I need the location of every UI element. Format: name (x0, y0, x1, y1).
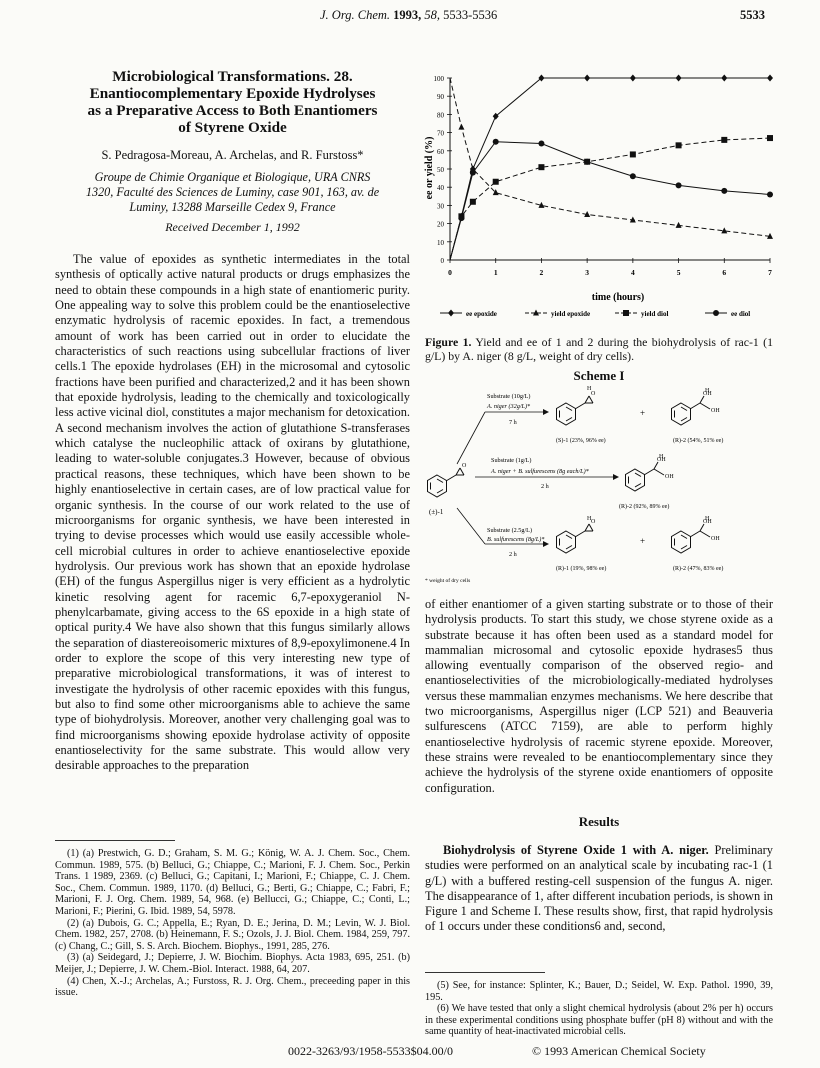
series-ee-diol-point (584, 159, 590, 165)
page-number: 5533 (740, 8, 765, 22)
row3-diol-ring (672, 531, 691, 553)
authors: S. Pedragosa-Moreau, A. Archelas, and R. Furstoss* (101, 148, 364, 162)
journal-name: J. Org. Chem. (320, 8, 391, 22)
journal-year: 1993, (393, 8, 422, 22)
series-yield-epoxide-point (458, 124, 464, 130)
y-tick-label: 30 (437, 202, 444, 211)
figure-caption-text: Yield and ee of 1 and 2 during the biohydrolysis of rac-1 (1 g/L) by A. niger (8 g/L, weight of dry cells). (425, 335, 774, 363)
series-ee-diol-line (450, 142, 770, 260)
series-yield-diol-point (767, 135, 773, 141)
racemic-epoxide (446, 463, 467, 481)
x-tick-label: 6 (722, 268, 727, 277)
y-tick-label: 60 (437, 147, 444, 156)
legend-label: yield diol (641, 310, 669, 318)
row1-epoxide (575, 391, 596, 409)
x-tick-label: 5 (676, 268, 681, 277)
title-line-4: of Styrene Oxide (178, 119, 287, 136)
row2-diol (644, 457, 674, 480)
row2-product1: (R)-2 (92%, 89% ee) (619, 504, 670, 510)
svg-text:+: + (640, 408, 646, 418)
figure-label: Figure 1. (425, 335, 472, 349)
title-line-3: as a Preparative Access to Both Enantiomers (87, 102, 378, 119)
row3-product1: (R)-1 (19%, 98% ee) (556, 566, 607, 572)
series-ee-diol-point (676, 182, 682, 188)
chart-axes (434, 75, 773, 277)
y-tick-label: 10 (437, 238, 444, 247)
row3-epoxide (575, 519, 596, 537)
results-subheading: Biohydrolysis of Styrene Oxide 1 with A. niger. (443, 843, 709, 857)
row1-product1: (S)-1 (23%, 96% ee) (556, 438, 606, 444)
legend-marker (448, 310, 454, 317)
x-tick-label: 0 (448, 268, 452, 277)
scheme-footnote: * weight of dry cells (425, 578, 471, 584)
y-tick-label: 80 (437, 111, 444, 120)
x-tick-label: 2 (539, 268, 544, 277)
journal-pages: 5533-5536 (443, 8, 498, 22)
footnote-rule-left (55, 840, 175, 841)
series-ee-diol (450, 139, 773, 260)
series-ee-diol-point (767, 191, 773, 197)
series-ee-epoxide-point (676, 75, 682, 82)
results-text: Preliminary studies were performed on an analytical scale by incubating rac-1 (1 g/L) with a buffered resting-cell suspension of the fungus A. niger. The disappearance of 1, after different incubation periods, is shown in Figure 1 and Scheme I. These results show, first, that rapid hydrolysis of 1 occurs under these conditions6 and, second, (425, 843, 773, 934)
y-tick-label: 70 (437, 129, 444, 138)
legend-label: yield epoxide (551, 310, 591, 318)
series-yield-diol-point (721, 137, 727, 143)
x-tick-label: 4 (630, 268, 635, 277)
footnotes-right (425, 980, 773, 1038)
row1-organism: A. niger (32g/L)* (487, 403, 531, 410)
footnote-6: (6) We have tested that only a slight chemical hydrolysis (about 2% per h) occurs in these experimental conditions using phosphate buffer (pH 8) without and with the same quantity of heat-inactivated microbial cells. (425, 1003, 773, 1038)
row1-diol-ring (672, 403, 691, 425)
article-title (55, 68, 410, 136)
series-ee-epoxide-point (630, 75, 636, 82)
body-left: The value of epoxides as synthetic intermediates in the total synthesis of optically active natural products or drugs emphasizes the need to obtain these compounds in a high state of enantiomeric purity. One appealing way to solve this problem could be the enantioselective enzymatic hydrolysis of racemic epoxides. In fact, a tremendous amount of work has been carried out in order to elucidate the characteristics of such reactions using subcellular fractions of liver cells.1 The epoxide hydrolases (EH) in the microsomal and cytosolic fractions have been purified and characterized,2 and it has been shown that epoxide hydrolysis, leading to the chemically and toxicologically less active vicinal diol, constitutes a major mechanism for detoxication. A second mechanism involves the action of glutathione S-transferases which catalyse the nucleophilic attack of oxirans by glutathione, leading to water-soluble conjugates.3 However, because of obvious practical reasons, these techniques, which have been shown to be highly enantioselective in certain cases, are of low practical value for organic synthesis. In the course of our work related to the use of microorganisms for organic synthesis, we have been interested in trying to devise processes which would use easily accessible whole-cell microbial cultures in order to achieve enantioselective epoxide hydrolysis. Our previous work has shown that an epoxide hydrolase (EH) of the fungus Aspergillus niger is very efficient as a hydrolytic kinetic resolving agent for racemic 6,7-epoxygeraniol N-phenylcarbamate, giving access to the 6S epoxide in a high state of optical purity.4 We have also shown that this fungus similarly allows the separation of diastereoisomeric mixtures of 8,9-epoxylimonene.4 In order to explore the scope of this very interesting new type of preparative microbiological transformations, it was of interest to investigate the hydrolysis of other racemic epoxides with this fungus, but also to find some other microorganisms able to achieve the same type of biohydrolysis. Moreover, another very challenging goal was to find microorganisms showing epoxide hydrolase activity of opposite enantioselectivity for the same substrate. This would allow very desirable approaches to the preparation (55, 252, 410, 773)
footnote-3: (3) (a) Seidegard, J.; Depierre, J. W. Biochim. Biophys. Acta 1983, 695, 251. (b) Meijer, J.; Depierre, J. W. Chem.-Biol. Interact. 1988, 64, 207. (55, 952, 410, 975)
series-yield-diol (450, 135, 773, 260)
running-header (320, 8, 497, 23)
styrene-oxide-ring (428, 475, 447, 497)
legend-label: ee diol (731, 310, 751, 318)
title-line-2: Enantiocomplementary Epoxide Hydrolyses (89, 85, 376, 102)
figure-caption (425, 335, 773, 363)
received-date: Received December 1, 1992 (165, 220, 300, 234)
body-right-top: of either enantiomer of a given starting substrate or to those of their hydrolysis products. To start this study, we chose styrene oxide as a substrate because it has often been used as a standard model for mammalian microsomal and cytosolic epoxide hydrases5 thus allowing eventually comparison of the observed regio- and enantioselectivities of the microbiologically-mediated hydrolyses versus these mammalian enzymes mechanisms. We here describe that two microorganisms, Aspergillus niger (LCP 521) and Beauveria sulfurescens (ATCC 7159), are able to perform highly enantioselective hydrolysis of racemic styrene epoxide. Moreover, these strains were revealed to be enantiocomplementary since they achieve the hydrolysis of the styrene oxide enantiomers of opposite configuration. (425, 597, 773, 795)
y-tick-label: 0 (440, 257, 444, 265)
svg-text:H: H (587, 386, 592, 392)
affiliation-line-2: 1320, Faculté des Sciences de Luminy, case 901, 163, av. de (85, 185, 380, 199)
series-ee-epoxide-point (584, 75, 590, 82)
series-ee-diol-point (470, 170, 476, 176)
svg-text:H: H (705, 516, 710, 522)
row3-time: 2 h (509, 551, 517, 558)
x-tick-label: 1 (493, 268, 498, 277)
y-axis-label: ee or yield (%) (424, 136, 435, 200)
journal-volume: 58, (424, 8, 441, 22)
scheme-1: OH (±)-1 Substrate (10g/L) A. niger (32g/L)* 7 h H (S)-1 (23%, 96% ee) + H (R)-2 (54%, 51% ee) Substrate (1g/L) A. niger + B. sulfurescens (8g each/L)* 2 h H (R)-2 (92%, 89% ee) Substrate (2.5g/L) B. sulfurescens (8g/L)* 2 h H (R)-1 (19%, 98% ee) + H (R)-2 (47%, 83% ee) * weight of dry cells (425, 384, 724, 584)
y-tick-label: 100 (433, 75, 444, 83)
series-ee-diol-point (538, 141, 544, 147)
y-tick-label: 20 (437, 220, 444, 229)
series-yield-diol-point (538, 164, 544, 170)
legend-marker (623, 310, 629, 316)
series-ee-diol-point (721, 188, 727, 194)
row1-diol (690, 391, 720, 414)
row3-organism: B. sulfurescens (8g/L)* (487, 536, 545, 543)
series-yield-diol-point (470, 199, 476, 205)
series-ee-diol-point (630, 173, 636, 179)
x-axis-label: time (hours) (591, 292, 645, 303)
series-yield-diol-point (493, 179, 499, 185)
legend-marker (713, 310, 719, 316)
series-ee-epoxide-point (538, 75, 544, 82)
row1-product-ring (557, 403, 576, 425)
legend-label: ee epoxide (466, 310, 497, 318)
svg-text:H: H (659, 454, 664, 460)
start-label: (±)-1 (429, 508, 444, 516)
y-tick-label: 90 (437, 93, 444, 102)
series-ee-epoxide-point (493, 113, 499, 120)
x-tick-label: 3 (585, 268, 590, 277)
footnotes-left (55, 848, 410, 999)
y-tick-label: 50 (437, 166, 444, 174)
chart-series (450, 75, 773, 261)
row2-diol-ring (626, 469, 645, 491)
affiliation-line-1: Groupe de Chimie Organique et Biologique, URA CNRS (94, 170, 371, 184)
series-yield-diol-point (630, 151, 636, 157)
body-right-bottom (425, 843, 773, 935)
series-ee-epoxide-point (767, 75, 773, 82)
series-ee-epoxide-point (721, 75, 727, 82)
chart-legend (440, 310, 750, 319)
footnote-5: (5) See, for instance: Splinter, K.; Bauer, D.; Seidel, W. Exp. Pathol. 1990, 39, 195. (425, 980, 773, 1003)
footnote-rule-right (425, 972, 545, 973)
series-yield-diol-line (450, 138, 770, 260)
row3-substrate: Substrate (2.5g/L) (487, 527, 533, 534)
footnote-4: (4) Chen, X.-J.; Archelas, A.; Furstoss, R. J. Org. Chem., preceeding paper in this issue. (55, 975, 410, 999)
row1-product2: (R)-2 (54%, 51% ee) (673, 438, 724, 444)
scheme-title: Scheme I (573, 368, 625, 383)
series-yield-epoxide-point (676, 222, 682, 228)
series-ee-diol-point (493, 139, 499, 145)
footnote-1: (1) (a) Prestwich, G. D.; Graham, S. M. G.; König, W. A. J. Chem. Soc., Chem. Commun. 1989, 575. (b) Belluci, G.; Chiappe, C.; Marioni, F. J. Chem. Soc., Perkin Trans. 1 1989, 2369. (c) Belluci, G.; Capitani, I.; Marioni, F.; Chiappe, C. J. Chem. Soc., Chem. Commun. 1989, 1170. (d) Belluci, G.; Berti, G.; Chiappe, C.; Fabri, F.; Marioni, F. J. Org. Chem. 1989, 54, 968. (e) Bellucci, G.; Chiappe, C.; Conti, L.; Marioni, F.; Pierini, G. Ibid. 1989, 54, 5978. (55, 848, 410, 917)
copyright: © 1993 American Chemical Society (532, 1044, 706, 1058)
row1-substrate: Substrate (10g/L) (487, 393, 531, 400)
row2-organism: A. niger + B. sulfurescens (8g each/L)* (491, 468, 589, 475)
svg-text:+: + (640, 536, 646, 546)
row3-diol (690, 519, 720, 542)
svg-text:H: H (587, 516, 592, 522)
y-tick-label: 40 (437, 184, 444, 193)
footnote-2: (2) (a) Dubois, G. C.; Appella, E.; Ryan, D. E.; Jerina, D. M.; Levin, W. J. Biol. Chem. 1982, 257, 2708. (b) Heinemann, F. S.; Ozols, J. J. Biol. Chem. 1984, 259, 797. (c) Chang, C.; Gill, S. S. Arch. Biochem. Biophys., 1991, 285, 276. (55, 917, 410, 952)
affiliation-line-3: Luminy, 13288 Marseille Cedex 9, France (129, 200, 336, 214)
article-code: 0022-3263/93/1958-5533$04.00/0 (288, 1044, 453, 1058)
row3-product2: (R)-2 (47%, 83% ee) (673, 566, 724, 572)
results-heading: Results (578, 814, 620, 829)
series-yield-epoxide (450, 78, 773, 239)
series-yield-epoxide-line (450, 78, 770, 236)
title-line-1: Microbiological Transformations. 28. (112, 68, 353, 85)
series-ee-diol-point (458, 215, 464, 221)
row3-product-ring (557, 531, 576, 553)
svg-text:H: H (705, 388, 710, 394)
row1-time: 7 h (509, 419, 517, 426)
series-yield-diol-point (676, 142, 682, 148)
figure-1-chart (420, 68, 780, 320)
row2-substrate: Substrate (1g/L) (491, 457, 532, 464)
x-tick-label: 7 (768, 268, 772, 277)
row2-time: 2 h (541, 483, 549, 490)
affiliation (55, 170, 410, 215)
